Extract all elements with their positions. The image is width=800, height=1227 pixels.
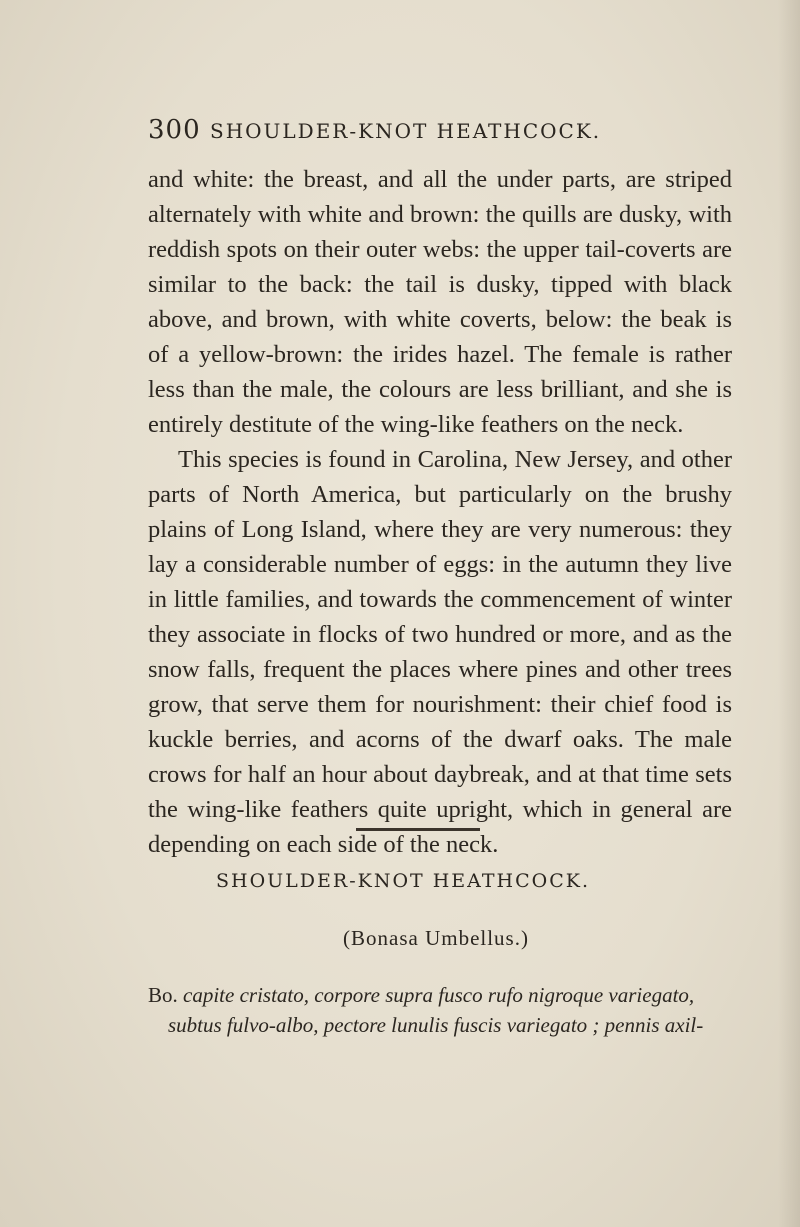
description-line-1: capite cristato, corpore supra fusco rufo nigroque variegato, <box>183 983 695 1007</box>
running-head: SHOULDER-KNOT HEATHCOCK. <box>210 119 602 143</box>
latin-name: (Bonasa Umbellus.) <box>343 926 529 950</box>
page-number: 300 <box>148 115 201 145</box>
description-line-2: subtus fulvo-albo, pectore lunulis fuscis variegato ; pennis axil- <box>168 1013 704 1037</box>
species-description <box>148 980 730 1040</box>
page-edge-shadow <box>778 0 800 1227</box>
paragraph-1: and white: the breast, and all the under parts, are striped alternately with white and brown: the quills are dusky, with reddish spots on their outer webs: the upper tail-coverts are similar to the back: the tail is dusky, tipped with black above, and brown, with white coverts, below: the beak is of a yellow-brown: the irides hazel. The female is rather less than the male, the colours are less brilliant, and she is entirely destitute of the wing-like feathers on the neck. <box>148 166 732 438</box>
paragraph-2: This species is found in Carolina, New Jersey, and other parts of North America, but particularly on the brushy plains of Long Island, where they are very numerous: they lay a considerable number of eggs: in the autumn they live in little families, and towards the commencement of winter they associate in flocks of two hundred or more, and as the snow falls, frequent the places where pines and other trees grow, that serve them for nourishment: their chief food is kuckle berries, and acorns of the dwarf oaks. The male crows for half an hour about daybreak, and at that time sets the wing-like feathers quite upright, which in general are depending on each side of the neck. <box>148 446 732 858</box>
body-text <box>148 162 732 862</box>
section-title: SHOULDER-KNOT HEATHCOCK. <box>216 870 590 892</box>
description-lead: Bo. <box>148 983 178 1007</box>
section-divider <box>356 828 480 831</box>
page-header <box>148 115 748 155</box>
